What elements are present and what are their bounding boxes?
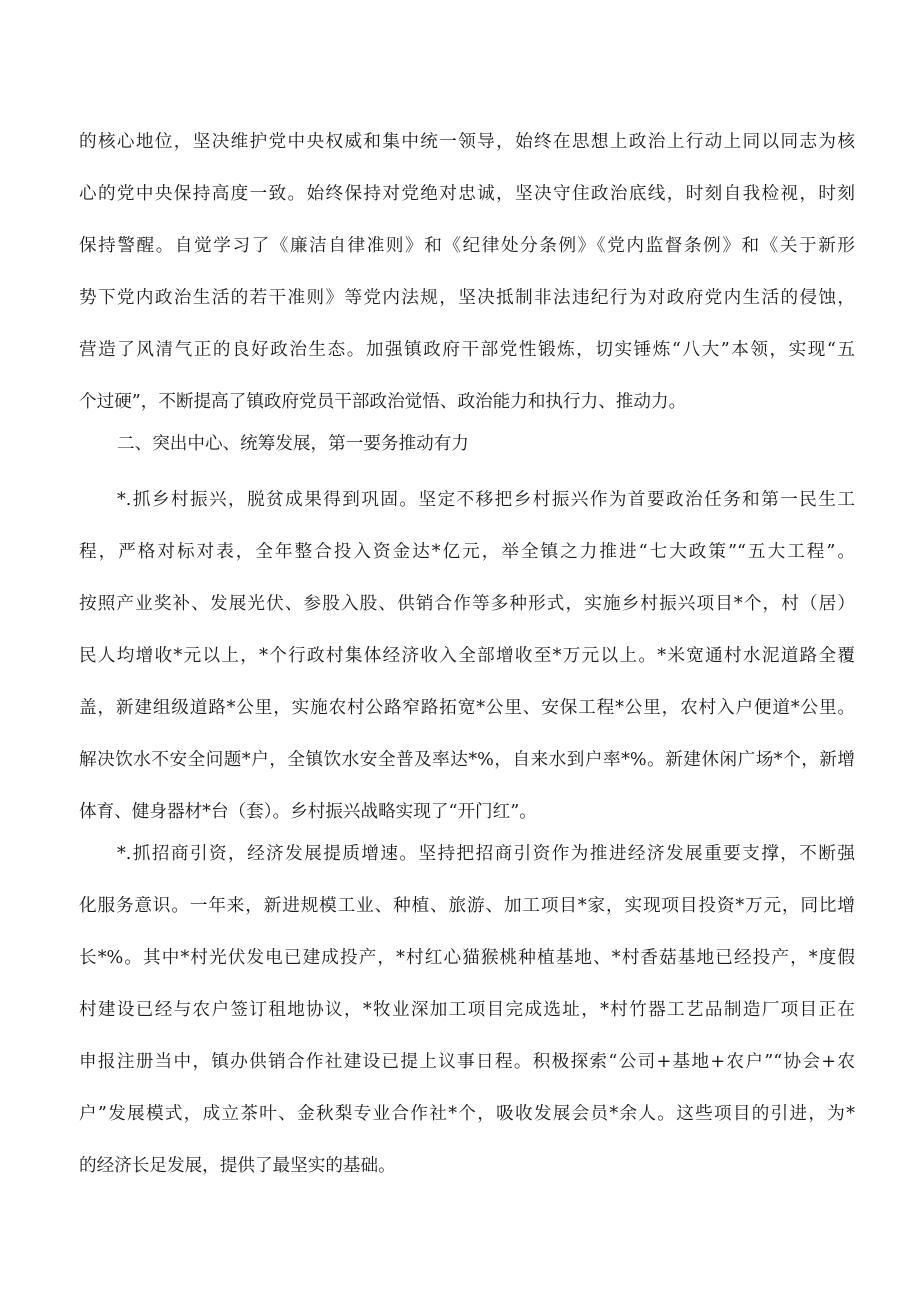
paragraph-line: 的核心地位，坚决维护党中央权威和集中统一领导，始终在思想上政治上行动上同以同志为核 <box>79 132 855 152</box>
section-heading-block <box>79 427 855 462</box>
section-heading: 二、突出中心、统筹发展，第一要务推动有力 <box>117 434 469 454</box>
paragraph-party-loyalty <box>79 125 855 420</box>
paragraph-line: *.抓乡村振兴，脱贫成果得到巩固。坚定不移把乡村振兴作为首要政治任务和第一民生工 <box>117 490 855 510</box>
paragraph-investment-attraction <box>79 837 855 1184</box>
paragraph-line: 按照产业奖补、发展光伏、参股入股、供销合作等多种形式，实施乡村振兴项目*个，村（居） <box>79 594 855 614</box>
paragraph-line: 势下党内政治生活的若干准则》等党内法规，坚决抵制非法违纪行为对政府党内生活的侵蚀， <box>79 288 855 308</box>
paragraph-line: 的经济长足发展，提供了最坚实的基础。 <box>79 1156 396 1176</box>
paragraph-line: 心的党中央保持高度一致。始终保持对党绝对忠诚，坚决守住政治底线，时刻自我检视，时刻 <box>79 184 855 204</box>
paragraph-rural-revitalization <box>79 483 855 830</box>
paragraph-line: 长*%。其中*村光伏发电已建成投产，*村红心猫猴桃种植基地、*村香菇基地已经投产，*度假 <box>79 948 855 968</box>
paragraph-line: 程，严格对标对表，全年整合投入资金达*亿元，举全镇之力推进“七大政策”“五大工程”。 <box>79 542 855 562</box>
paragraph-line: 户”发展模式，成立茶叶、金秋梨专业合作社*个，吸收发展会员*余人。这些项目的引进，为* <box>79 1104 855 1124</box>
paragraph-line: 体育、健身器材*台（套）。乡村振兴战略实现了“开门红”。 <box>79 802 537 822</box>
paragraph-line: 保持警醒。自觉学习了《廉洁自律准则》和《纪律处分条例》《党内监督条例》和《关于新形 <box>79 236 855 256</box>
paragraph-line: 盖，新建组级道路*公里，实施农村公路窄路拓宽*公里、安保工程*公里，农村入户便道*公里。 <box>79 698 855 718</box>
paragraph-line: 解决饮水不安全问题*户，全镇饮水安全普及率达*%，自来水到户率*%。新建休闲广场*个，新增 <box>79 750 855 770</box>
paragraph-line: 申报注册当中，镇办供销合作社建设已提上议事日程。积极探索“公司+基地+农户”“协会+农 <box>79 1052 855 1072</box>
paragraph-line: 个过硬”，不断提高了镇政府党员干部政治觉悟、政治能力和执行力、推动力。 <box>79 392 687 412</box>
paragraph-line: *.抓招商引资，经济发展提质增速。坚持把招商引资作为推进经济发展重要支撑，不断强 <box>117 844 855 864</box>
paragraph-line: 化服务意识。一年来，新进规模工业、种植、旅游、加工项目*家，实现项目投资*万元，同比增 <box>79 896 855 916</box>
paragraph-line: 民人均增收*元以上，*个行政村集体经济收入全部增收至*万元以上。*米宽通村水泥道路全覆 <box>79 646 855 666</box>
paragraph-line: 村建设已经与农户签订租地协议，*牧业深加工项目完成选址，*村竹器工艺品制造厂项目正在 <box>79 1000 855 1020</box>
paragraph-line: 营造了风清气正的良好政治生态。加强镇政府干部党性锻炼，切实锤炼“八大”本领，实现“五 <box>79 340 855 360</box>
